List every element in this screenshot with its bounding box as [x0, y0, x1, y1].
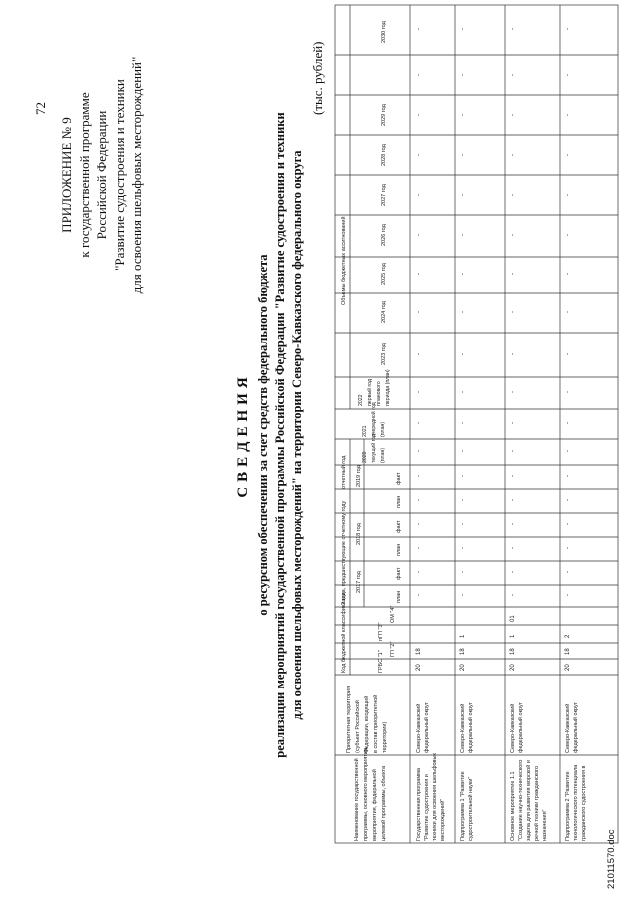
row-pgp: 1 — [510, 634, 516, 638]
value-dash: - — [460, 311, 466, 313]
value-dash: - — [460, 547, 466, 549]
row-territory: Северо-Кавказский федеральный округСеверо-Кавказский федеральный округ — [565, 702, 579, 753]
document-title: СВЕДЕНИЯ — [235, 372, 251, 498]
value-dash: - — [416, 353, 422, 355]
row-territory: Северо-Кавказский федеральный округСеверо-Кавказский федеральный округ — [460, 702, 474, 753]
header-2017: 2017 год — [356, 571, 362, 593]
row-territory: Северо-Кавказский федеральный округСеверо-Кавказский федеральный округ — [416, 702, 430, 753]
page-number: 72 — [33, 102, 48, 115]
header-2027: 2027 год — [381, 184, 387, 206]
row-territory: Северо-Кавказский федеральный округСеверо-Кавказский федеральный округ — [510, 702, 524, 753]
header-plan: план — [396, 495, 402, 508]
value-dash: - — [510, 450, 516, 452]
row-gp: 18 — [565, 648, 571, 655]
row-grbs: 20 — [565, 664, 571, 671]
value-dash: - — [460, 194, 466, 196]
value-dash: - — [416, 391, 422, 393]
row-gp: 18 — [416, 648, 422, 655]
value-dash: - — [565, 273, 571, 275]
value-dash: - — [460, 422, 466, 424]
appendix-line: "Развитие судостроения и техники — [111, 79, 127, 271]
value-dash: - — [460, 594, 466, 596]
value-dash: - — [510, 114, 516, 116]
subtitle-line: о ресурсном обеспечении за счет средств федерального бюджета — [256, 254, 270, 616]
subtitle-line: для освоения шельфовых месторождений" на территории Северо-Кавказского федерального округа — [290, 150, 304, 720]
value-dash: - — [565, 234, 571, 236]
value-dash: - — [460, 523, 466, 525]
value-dash: - — [510, 523, 516, 525]
header-plan: план — [396, 590, 402, 603]
subtitle-line: реализации мероприятий государственной программы Российской Федерации "Развитие судостроения и техники — [273, 112, 287, 758]
value-dash: - — [510, 391, 516, 393]
value-dash: - — [565, 594, 571, 596]
value-dash: - — [510, 499, 516, 501]
value-dash: - — [416, 475, 422, 477]
value-dash: - — [510, 28, 516, 30]
value-dash: - — [416, 194, 422, 196]
value-dash: - — [510, 594, 516, 596]
value-dash: - — [510, 422, 516, 424]
value-dash: - — [565, 422, 571, 424]
value-dash: - — [416, 154, 422, 156]
header-code-om: ОМ "4" — [390, 605, 396, 623]
header-code-grbs: ГРБС "1" — [378, 650, 384, 673]
value-dash: - — [460, 475, 466, 477]
row-om: 01 — [510, 615, 516, 622]
value-dash: - — [416, 450, 422, 452]
header-volumes: Объемы бюджетных ассигнований — [341, 216, 347, 305]
value-dash: - — [416, 114, 422, 116]
file-name-footer: 21011570.doc — [606, 829, 617, 889]
row-name: Подпрограмма 2 "Развитие технологического потенциала гражданского судостроения вПодпрограмма 2 "Развитие технологического потенциала гражданского судостроения в — [565, 764, 587, 841]
value-dash: - — [460, 114, 466, 116]
value-dash: - — [565, 194, 571, 196]
row-name: Подпрограмма 1 "Развитие судостроительной науки"Подпрограмма 1 "Развитие судостроительной науки" — [460, 771, 474, 841]
value-dash: - — [416, 422, 422, 424]
row-name: Основное мероприятие 1.1 "Создание научно-технического задела для развития морской и речной техники гражданского назначения"Основное мероприятие 1.1 "Создание научно-технического задела для развития морской и речной техники гражданского назначения" — [510, 759, 548, 841]
header-fact: факт — [396, 567, 402, 580]
header-2022: 2022 первый год планового периода (план)2022 первый год планового периода (план) — [358, 369, 391, 406]
header-code-gp: ГП "2" — [390, 641, 396, 657]
appendix-line: к государственной программе — [76, 92, 92, 258]
header-2026: 2026 год — [381, 224, 387, 246]
row-grbs: 20 — [460, 664, 466, 671]
value-dash: - — [460, 74, 466, 76]
header-2018: 2018 год — [356, 523, 362, 545]
value-dash: - — [565, 475, 571, 477]
value-dash: - — [510, 311, 516, 313]
value-dash: - — [460, 353, 466, 355]
header-2028: 2028 год — [381, 144, 387, 166]
value-dash: - — [416, 523, 422, 525]
value-dash: - — [510, 234, 516, 236]
value-dash: - — [460, 28, 466, 30]
row-name: Государственная программа "Развитие судостроения и техники для освоения шельфовых месторождений"Государственная программа "Развитие судостроения и техники для освоения шельфовых месторождений" — [416, 752, 446, 841]
header-territory: Приоритетная территория (субъект Российской Федерации, входящий в состав приоритетной территории)Приоритетная территория (субъект Российской Федерации, входящий в состав приоритетной территории) — [346, 685, 388, 753]
table-row — [415, 648, 446, 841]
value-dash: - — [416, 594, 422, 596]
value-dash: - — [510, 475, 516, 477]
value-dash: - — [565, 450, 571, 452]
units-label: (тыс. рублей) — [310, 41, 325, 115]
value-dash: - — [460, 154, 466, 156]
row-pgp: 1 — [460, 634, 466, 638]
value-dash: - — [565, 523, 571, 525]
appendix-line: ПРИЛОЖЕНИЕ № 9 — [59, 117, 74, 233]
table-row — [509, 615, 548, 841]
value-dash: - — [565, 74, 571, 76]
value-dash: - — [460, 391, 466, 393]
value-dash: - — [565, 547, 571, 549]
value-dash: - — [460, 450, 466, 452]
value-dash: - — [565, 499, 571, 501]
value-dash: - — [510, 154, 516, 156]
value-dash: - — [416, 74, 422, 76]
table-row — [459, 634, 474, 841]
header-2029: 2029 год — [381, 104, 387, 126]
header-plan: план — [396, 543, 402, 556]
header-fact: факт — [396, 520, 402, 533]
header-2019: 2019 год — [356, 465, 362, 487]
header-two-years: 2 года, предшествующие отчетному году — [341, 500, 347, 605]
value-dash: - — [416, 273, 422, 275]
header-fact: факт — [396, 472, 402, 485]
value-dash: - — [565, 28, 571, 30]
value-dash: - — [416, 28, 422, 30]
value-dash: - — [510, 273, 516, 275]
value-dash: - — [460, 234, 466, 236]
value-dash: - — [565, 353, 571, 355]
value-dash: - — [510, 74, 516, 76]
header-2020: 2020 текущий год (план)2020 текущий год (план) — [362, 433, 386, 463]
header-report-year: отчетный год — [341, 455, 347, 489]
value-dash: - — [416, 234, 422, 236]
value-dash: - — [565, 114, 571, 116]
appendix-line: Российской Федерации — [94, 110, 109, 240]
dash-cells — [416, 28, 571, 596]
header-2023: 2023 год — [381, 343, 387, 365]
value-dash: - — [565, 571, 571, 573]
table-row — [564, 634, 587, 841]
value-dash: - — [510, 547, 516, 549]
row-pgp: 2 — [565, 634, 571, 638]
header-code-pgp: пГП "3" — [378, 622, 384, 641]
value-dash: - — [510, 353, 516, 355]
value-dash: - — [416, 547, 422, 549]
header-2025: 2025 год — [381, 263, 387, 285]
value-dash: - — [460, 571, 466, 573]
row-gp: 18 — [510, 648, 516, 655]
value-dash: - — [510, 571, 516, 573]
value-dash: - — [416, 499, 422, 501]
value-dash: - — [565, 311, 571, 313]
row-grbs: 20 — [416, 664, 422, 671]
header-2030: 2030 год — [381, 21, 387, 43]
appendix-line: для освоения шельфовых месторождений" — [129, 56, 144, 294]
value-dash: - — [416, 571, 422, 573]
header-budget-code: Код бюджетной классификации — [341, 592, 347, 673]
row-gp: 18 — [460, 648, 466, 655]
header-2024: 2024 год — [381, 301, 387, 323]
value-dash: - — [510, 194, 516, 196]
header-name: Наименование государственной программы, основного мероприятия, мероприятия, федеральной целевой программы, объектаНаименование государственной программы, основного мероприятия, мероприятия, федеральной целевой программы, объекта — [354, 746, 387, 841]
value-dash: - — [460, 499, 466, 501]
value-dash: - — [460, 273, 466, 275]
header-2021: 2021 очередной год (план)2021 очередной год (план) — [362, 402, 386, 437]
value-dash: - — [416, 311, 422, 313]
row-grbs: 20 — [510, 664, 516, 671]
value-dash: - — [565, 154, 571, 156]
value-dash: - — [565, 391, 571, 393]
